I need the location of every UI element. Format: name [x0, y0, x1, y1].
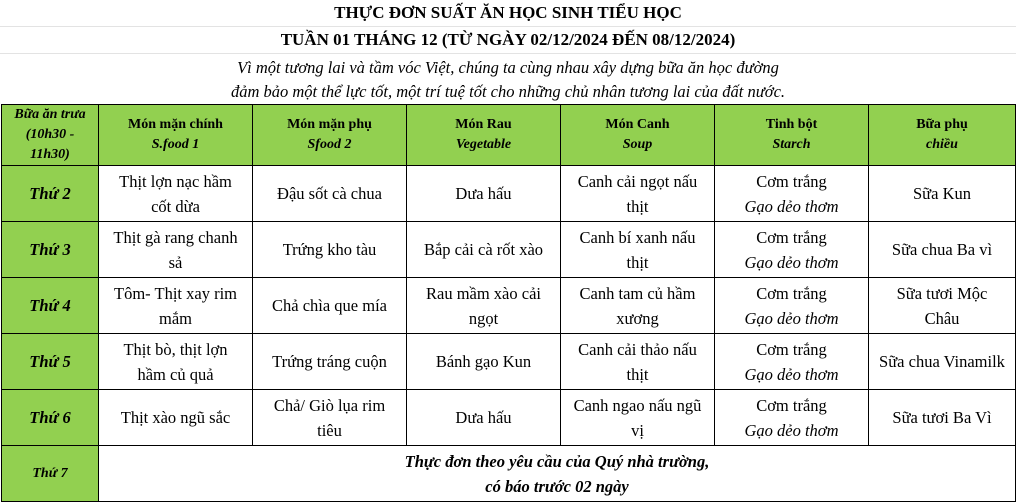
column-header-en: Sfood 2: [307, 137, 352, 152]
column-header-vi: Tinh bột: [765, 117, 818, 132]
side-dish-cell: [253, 334, 407, 390]
column-header-main-dish: [99, 105, 253, 166]
vegetable-cell: [407, 334, 561, 390]
side-dish-cell: [253, 390, 407, 446]
cell-text-line: Trứng kho tàu: [282, 240, 377, 259]
side-dish-cell: [253, 278, 407, 334]
saturday-note: [99, 446, 1016, 502]
column-header-soup: [561, 105, 715, 166]
saturday-note-line-1: Thực đơn theo yêu cầu của Quý nhà trường,: [404, 451, 710, 471]
cell-text-line: Đậu sốt cà chua: [277, 184, 382, 203]
main-dish-cell: [99, 222, 253, 278]
starch-cell: [715, 390, 869, 446]
cell-text-line: Canh bí xanh nấu: [579, 227, 696, 247]
side-dish-cell: [253, 222, 407, 278]
cell-text-line: mắm: [159, 308, 192, 328]
vegetable-cell: [407, 390, 561, 446]
day-label: Thứ 5: [2, 334, 99, 390]
page-title: THỰC ĐƠN SUẤT ĂN HỌC SINH TIỂU HỌC: [0, 0, 1016, 27]
soup-cell: [561, 278, 715, 334]
cell-text-line: sả: [168, 252, 183, 272]
cell-text-line: hầm củ quả: [137, 364, 214, 384]
starch-cell: [715, 278, 869, 334]
cell-text-line: tiêu: [317, 420, 342, 440]
menu-table: [1, 104, 1016, 502]
column-header-starch: [715, 105, 869, 166]
cell-text-line: Gạo dẻo thơm: [744, 196, 839, 216]
column-header-vegetable: [407, 105, 561, 166]
column-header-en: chiều: [926, 137, 958, 152]
slogan: [0, 54, 1016, 104]
cell-text-line: Gạo dẻo thơm: [744, 252, 839, 272]
column-header-snack: [869, 105, 1016, 166]
cell-text-line: Trứng tráng cuộn: [272, 352, 387, 371]
cell-text-line: Bánh gạo Kun: [435, 352, 532, 371]
cell-text-line: Cơm trắng: [756, 395, 827, 415]
cell-text-line: Cơm trắng: [756, 339, 827, 359]
cell-text-line: thịt: [626, 364, 649, 384]
vegetable-cell: [407, 278, 561, 334]
soup-cell: [561, 222, 715, 278]
starch-cell: [715, 166, 869, 222]
day-label: Thứ 4: [2, 278, 99, 334]
cell-text-line: Chả chìa que mía: [271, 296, 387, 315]
main-dish-cell: [99, 334, 253, 390]
column-header-vi: Món mặn phụ: [287, 117, 372, 132]
column-header-en: Vegetable: [455, 137, 512, 152]
side-dish-cell: [253, 166, 407, 222]
cell-text-line: Cơm trắng: [756, 283, 827, 303]
cell-text-line: Canh cải ngọt nấu: [577, 171, 698, 191]
table-row: [2, 222, 1016, 278]
main-dish-cell: [99, 278, 253, 334]
cell-text-line: Dưa hấu: [455, 408, 512, 427]
snack-cell: [869, 278, 1016, 334]
slogan-line-1: Vì một tương lai và tầm vóc Việt, chúng ta cùng nhau xây dựng bữa ăn học đường: [237, 58, 779, 77]
lunch-time-header: [2, 105, 99, 166]
column-header-vi: Bữa phụ: [916, 117, 968, 132]
lunch-label-line-1: Bữa ăn trưa: [14, 107, 86, 122]
cell-text-line: Sữa tươi Mộc: [896, 283, 988, 303]
cell-text-line: Sữa chua Ba vì: [891, 240, 993, 259]
cell-text-line: Canh cải thảo nấu: [578, 339, 697, 359]
cell-text-line: thịt: [626, 196, 649, 216]
lunch-label-line-3: 11h30): [30, 147, 70, 162]
snack-cell: [869, 334, 1016, 390]
cell-text-line: Canh tam củ hầm: [579, 283, 696, 303]
cell-text-line: Cơm trắng: [756, 171, 827, 191]
cell-text-line: Chả/ Giò lụa rim: [273, 395, 386, 415]
snack-cell: [869, 390, 1016, 446]
cell-text-line: cốt dừa: [151, 196, 200, 216]
cell-text-line: vị: [631, 420, 644, 440]
vegetable-cell: [407, 166, 561, 222]
column-header-vi: Món mặn chính: [128, 117, 223, 132]
cell-text-line: Bắp cải cà rốt xào: [423, 240, 544, 259]
cell-text-line: Thịt lợn nạc hầm: [119, 171, 232, 191]
week-range-title: TUẦN 01 THÁNG 12 (TỪ NGÀY 02/12/2024 ĐẾN 08/12/2024): [0, 27, 1016, 54]
snack-cell: [869, 222, 1016, 278]
starch-cell: [715, 334, 869, 390]
cell-text-line: Sữa tươi Ba Vì: [892, 408, 992, 427]
lunch-label-line-2: (10h30 -: [25, 127, 75, 142]
column-header-en: S.food 1: [151, 137, 200, 152]
table-row-saturday: [2, 446, 1016, 502]
day-label: Thứ 6: [2, 390, 99, 446]
cell-text-line: Gạo dẻo thơm: [744, 308, 839, 328]
cell-text-line: Cơm trắng: [756, 227, 827, 247]
main-dish-cell: [99, 390, 253, 446]
cell-text-line: Gạo dẻo thơm: [744, 420, 839, 440]
soup-cell: [561, 334, 715, 390]
main-dish-cell: [99, 166, 253, 222]
column-header-en: Soup: [622, 137, 653, 152]
cell-text-line: Dưa hấu: [455, 184, 512, 203]
cell-text-line: Châu: [924, 308, 960, 328]
day-label: Thứ 7: [2, 446, 99, 502]
table-row: [2, 334, 1016, 390]
day-label: Thứ 2: [2, 166, 99, 222]
cell-text-line: Thịt xào ngũ sắc: [120, 408, 231, 427]
soup-cell: [561, 166, 715, 222]
cell-text-line: Thịt gà rang chanh: [113, 227, 238, 247]
table-row: [2, 390, 1016, 446]
day-label: Thứ 3: [2, 222, 99, 278]
column-header-en: Starch: [772, 137, 811, 152]
column-header-vi: Món Rau: [455, 117, 512, 132]
cell-text-line: Sữa Kun: [913, 184, 971, 203]
cell-text-line: xương: [616, 308, 659, 328]
cell-text-line: Thịt bò, thịt lợn: [123, 339, 228, 359]
column-header-side-dish: [253, 105, 407, 166]
table-row: [2, 166, 1016, 222]
soup-cell: [561, 390, 715, 446]
saturday-note-line-2: có báo trước 02 ngày: [485, 476, 629, 496]
header-row: [2, 105, 1016, 166]
cell-text-line: Sữa chua Vinamilk: [879, 352, 1005, 371]
cell-text-line: Rau mầm xào cải: [425, 283, 541, 303]
cell-text-line: Canh ngao nấu ngũ: [573, 395, 702, 415]
column-header-vi: Món Canh: [605, 117, 670, 132]
snack-cell: [869, 166, 1016, 222]
cell-text-line: Tôm- Thịt xay rim: [114, 283, 237, 303]
slogan-line-2: đảm bảo một thể lực tốt, một trí tuệ tốt cho những chủ nhân tương lai của đất nước.: [230, 82, 786, 101]
cell-text-line: thịt: [626, 252, 649, 272]
table-row: [2, 278, 1016, 334]
vegetable-cell: [407, 222, 561, 278]
cell-text-line: Gạo dẻo thơm: [744, 364, 839, 384]
cell-text-line: ngọt: [468, 308, 499, 328]
starch-cell: [715, 222, 869, 278]
